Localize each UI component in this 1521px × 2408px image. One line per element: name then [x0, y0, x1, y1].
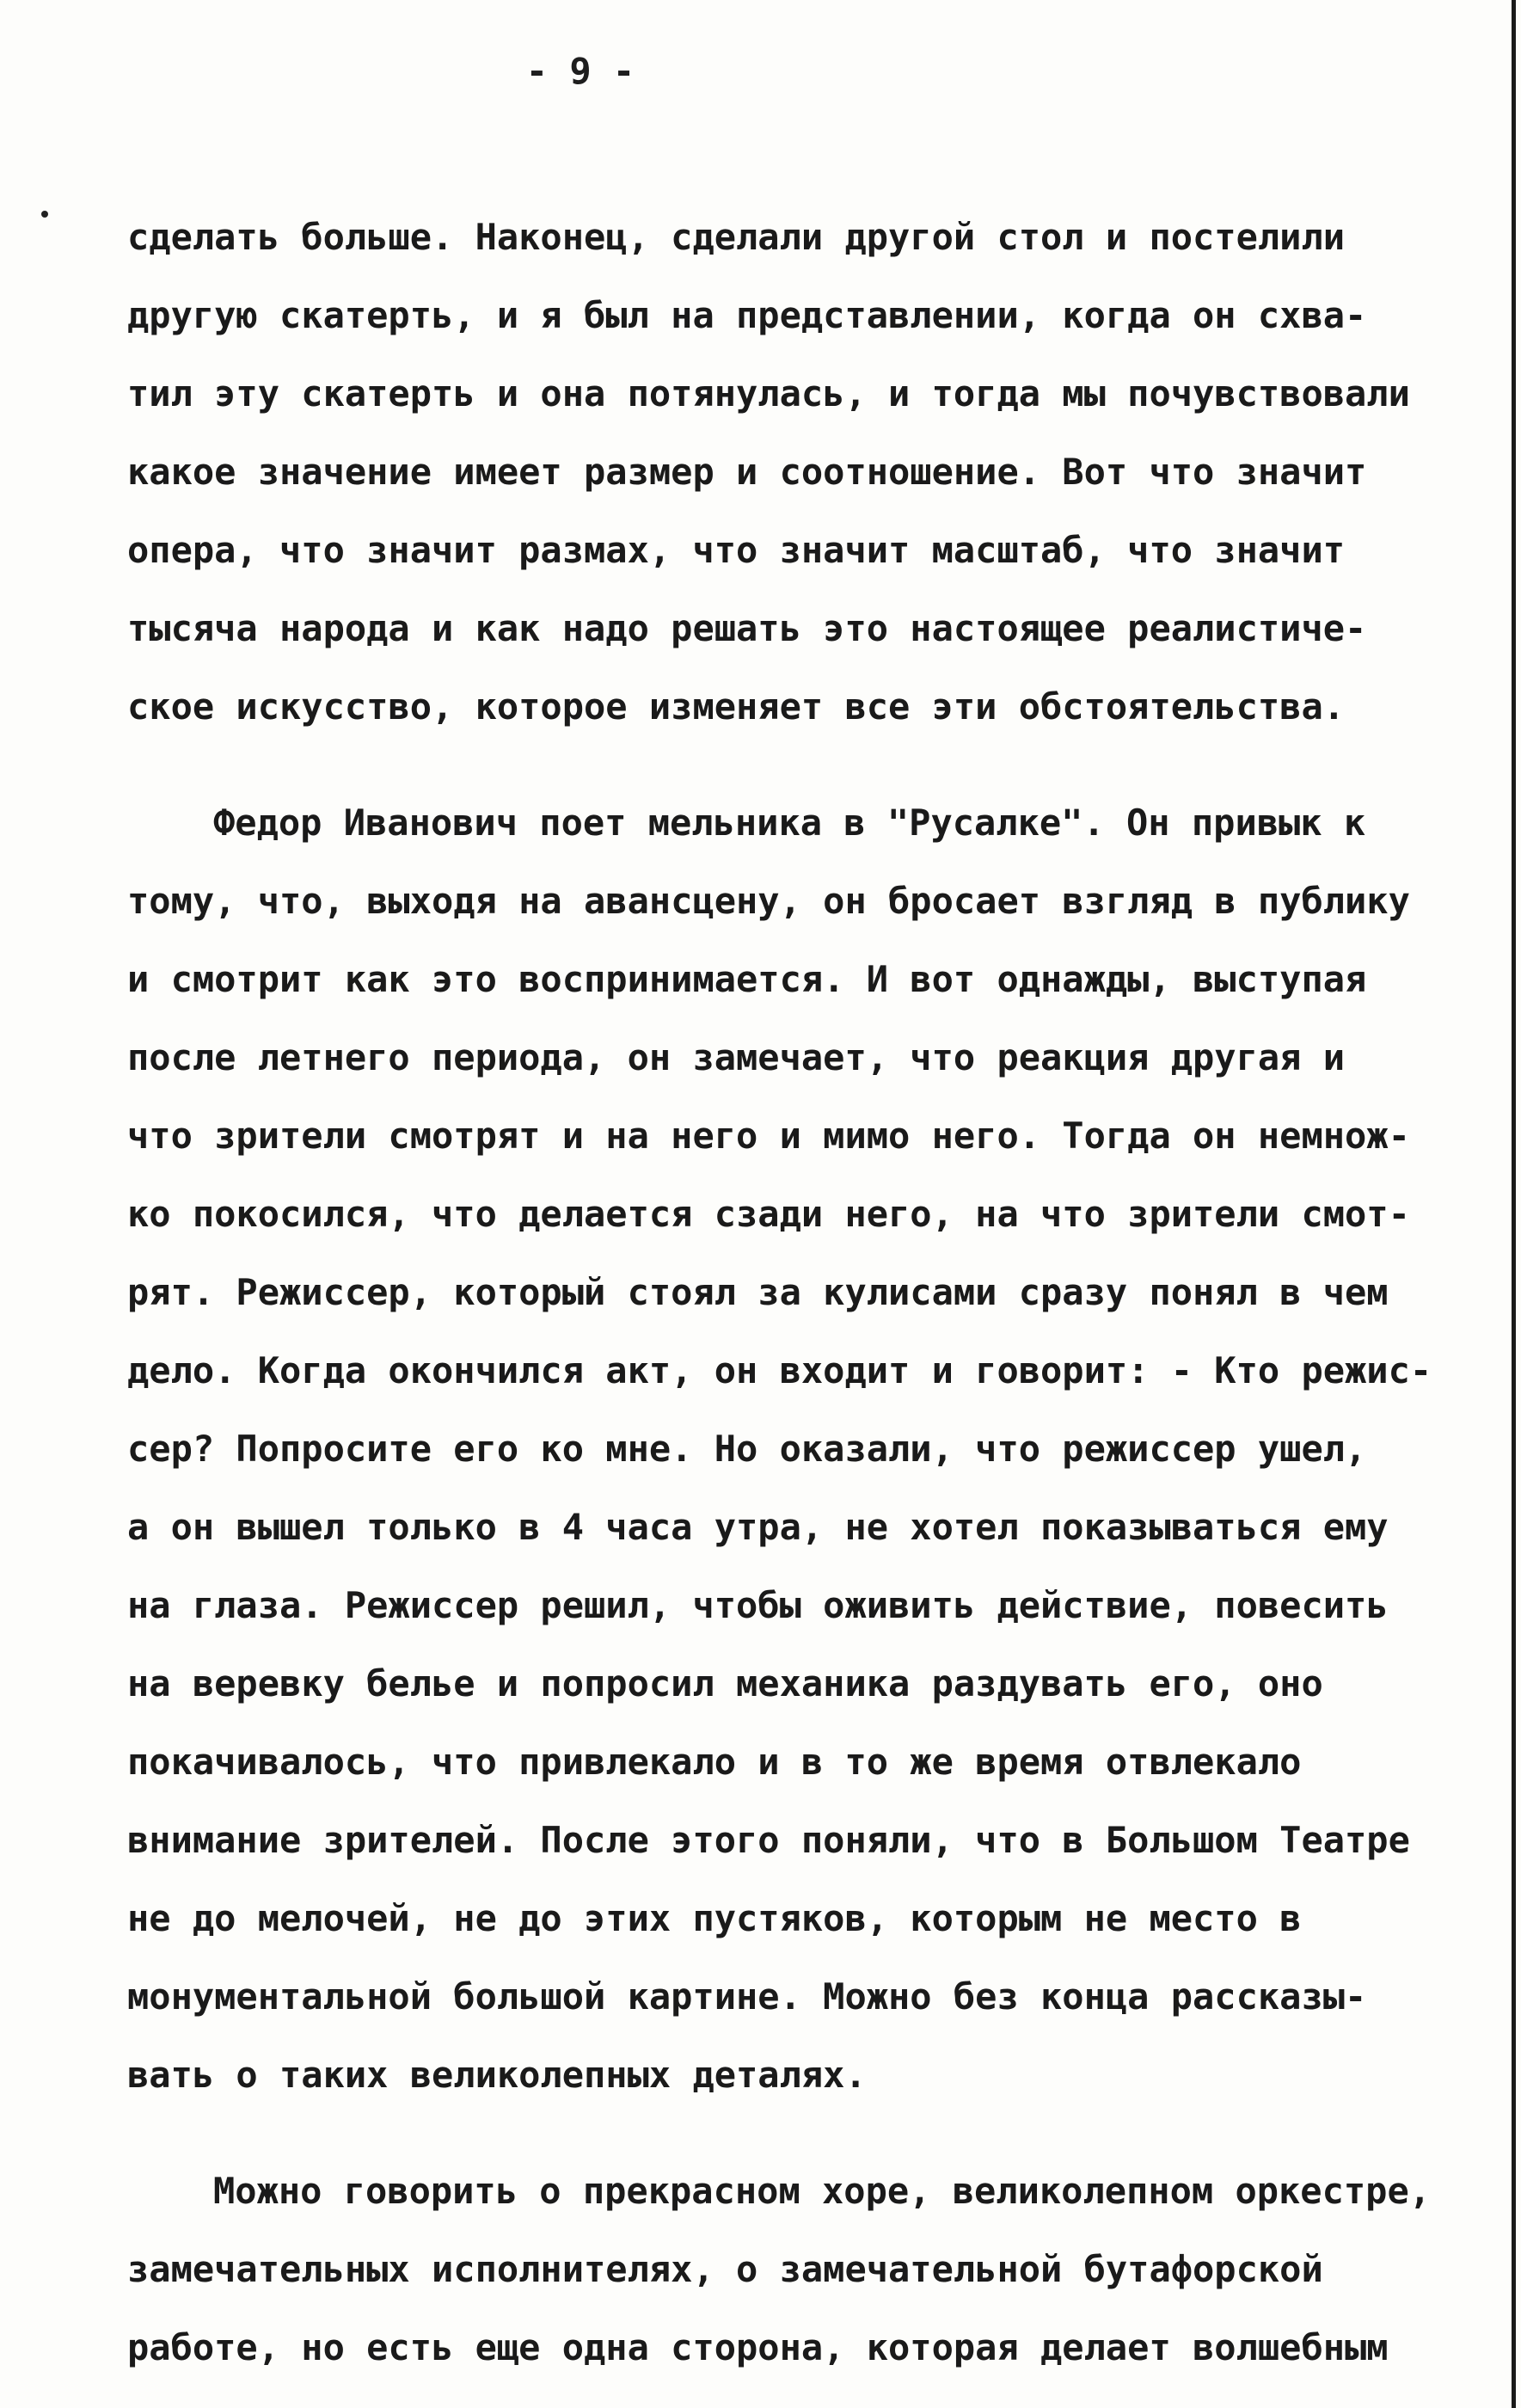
text-line: на глаза. Режиссер решил, чтобы оживить действие, повесить	[127, 1584, 1389, 1626]
margin-mark	[41, 211, 48, 218]
text-line: рят. Режиссер, который стоял за кулисами сразу понял в чем	[127, 1271, 1389, 1313]
text-line: сер? Попросите его ко мне. Но оказали, что режиссер ушел,	[127, 1428, 1367, 1470]
text-line: Федор Иванович поет мельника в "Русалке". Он привык к	[213, 802, 1366, 844]
text-line: замечательных исполнителях, о замечательной бутафорской	[127, 2248, 1323, 2290]
text-line: покачивалось, что привлекало и в то же время отвлекало	[127, 1741, 1302, 1783]
text-line: работе, но есть еще одна сторона, которая делает волшебным	[127, 2326, 1389, 2368]
text-line: ко покосился, что делается сзади него, на что зрители смот-	[127, 1193, 1410, 1235]
text-line: опера, что значит размах, что значит масштаб, что значит	[127, 529, 1346, 571]
text-line: какое значение имеет размер и соотношение. Вот что значит	[127, 451, 1367, 493]
text-line: тому, что, выходя на авансцену, он бросает взгляд в публику	[127, 880, 1410, 922]
text-line: Можно говорить о прекрасном хоре, великолепном оркестре,	[213, 2170, 1432, 2212]
text-line: другую скатерть, и я был на представлении, когда он схва-	[127, 294, 1367, 336]
paragraph-gap	[127, 746, 1469, 783]
text-line: не до мелочей, не до этих пустяков, которым не место в	[127, 1897, 1302, 1939]
text-line: что зрители смотрят и на него и мимо него. Тогда он немнож-	[127, 1115, 1410, 1157]
text-line: внимание зрителей. После этого поняли, что в Большом Театре	[127, 1819, 1410, 1861]
text-line: сделать больше. Наконец, сделали другой стол и постелили	[127, 216, 1346, 258]
text-line: монументальной большой картине. Можно без конца рассказы-	[127, 1975, 1367, 2018]
page-edge-line	[1512, 0, 1516, 2408]
paragraph-gap	[127, 2114, 1469, 2152]
text-line: после летнего периода, он замечает, что реакция другая и	[127, 1036, 1346, 1078]
page-number: - 9 -	[525, 50, 635, 92]
text-line: тысяча народа и как надо решать это настоящее реалистиче-	[127, 607, 1367, 649]
text-line: тил эту скатерть и она потянулась, и тогда мы почувствовали	[127, 372, 1410, 415]
text-line: на веревку белье и попросил механика раздувать его, оно	[127, 1662, 1323, 1705]
text-line: дело. Когда окончился акт, он входит и говорит: - Кто режис-	[127, 1349, 1432, 1391]
text-line: вать о таких великолепных деталях.	[127, 2054, 867, 2096]
text-line: а он вышел только в 4 часа утра, не хотел показываться ему	[127, 1506, 1389, 1548]
text-line: ское искусство, которое изменяет все эти обстоятельства.	[127, 685, 1346, 728]
text-line: и смотрит как это воспринимается. И вот однажды, выступая	[127, 958, 1367, 1000]
typed-text-body	[127, 198, 1469, 2386]
